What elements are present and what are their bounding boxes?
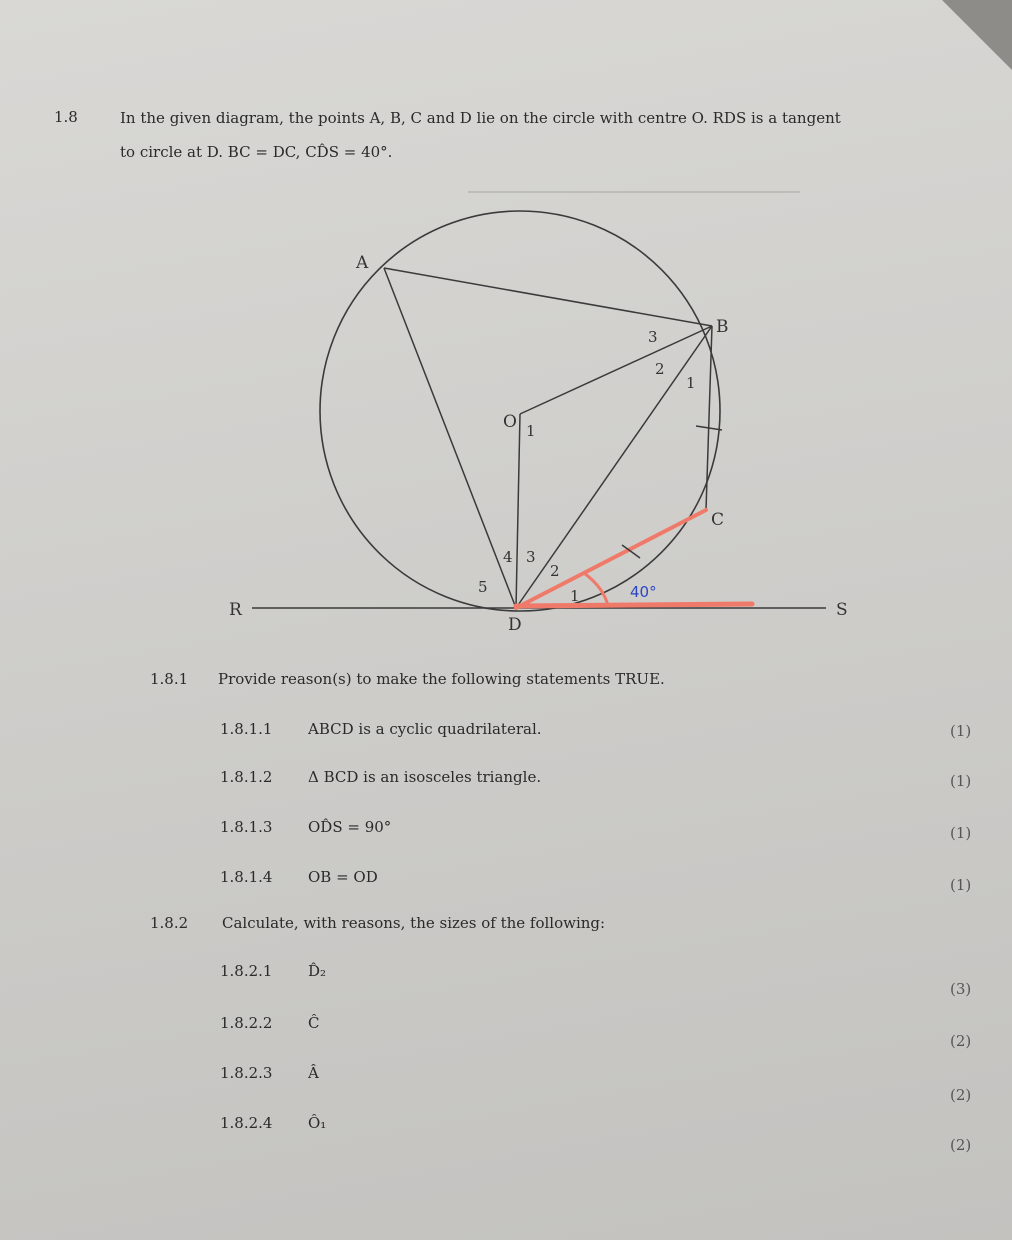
angle-o1: 1 bbox=[526, 422, 536, 440]
item-1-8-1-1-marks: (1) bbox=[950, 722, 972, 740]
highlight-angle-arc bbox=[584, 573, 608, 606]
item-1-8-2-4-number: 1.8.2.4 bbox=[220, 1114, 273, 1132]
chord-bd bbox=[516, 326, 712, 608]
item-1-8-2-3-number: 1.8.2.3 bbox=[220, 1064, 273, 1082]
handwritten-angle-40: 40° bbox=[630, 583, 657, 601]
item-1-8-2-1-marks: (3) bbox=[950, 980, 972, 998]
angle-d2: 2 bbox=[550, 562, 560, 580]
label-s: S bbox=[836, 600, 848, 620]
item-1-8-2-1-text: D̂₂ bbox=[308, 962, 327, 980]
label-r: R bbox=[229, 600, 242, 620]
question-stem-line1: In the given diagram, the points A, B, C and D lie on the circle with centre O. RDS is a tangent bbox=[120, 109, 841, 127]
item-1-8-2-2-text: Ĉ bbox=[308, 1014, 320, 1032]
highlight-dc bbox=[516, 510, 706, 608]
label-o: O bbox=[503, 412, 517, 432]
part1-number: 1.8.1 bbox=[150, 670, 189, 688]
item-1-8-1-4-number: 1.8.1.4 bbox=[220, 868, 273, 886]
part2-number: 1.8.2 bbox=[150, 914, 189, 932]
item-1-8-2-2-number: 1.8.2.2 bbox=[220, 1014, 273, 1032]
angle-d1: 1 bbox=[570, 587, 580, 605]
item-1-8-1-1-number: 1.8.1.1 bbox=[220, 720, 273, 738]
circle bbox=[320, 211, 720, 611]
item-1-8-1-3-marks: (1) bbox=[950, 824, 972, 842]
item-1-8-2-4-text: Ô₁ bbox=[308, 1114, 327, 1132]
item-1-8-2-2-marks: (2) bbox=[950, 1032, 972, 1050]
radius-od bbox=[516, 414, 520, 608]
item-1-8-2-3-text: Â bbox=[308, 1064, 319, 1082]
item-1-8-2-3-marks: (2) bbox=[950, 1086, 972, 1104]
angle-d5: 5 bbox=[478, 578, 488, 596]
label-b: B bbox=[716, 317, 729, 337]
angle-b1: 1 bbox=[686, 374, 696, 392]
angle-b3: 3 bbox=[648, 328, 658, 346]
item-1-8-1-1-text: ABCD is a cyclic quadrilateral. bbox=[308, 720, 542, 738]
item-1-8-1-2-number: 1.8.1.2 bbox=[220, 768, 273, 786]
part2-instruction: Calculate, with reasons, the sizes of the following: bbox=[222, 914, 606, 932]
angle-d4: 4 bbox=[503, 548, 513, 566]
highlight-ds bbox=[516, 604, 752, 606]
chord-ab bbox=[384, 268, 712, 326]
angle-d3: 3 bbox=[526, 548, 536, 566]
part1-instruction: Provide reason(s) to make the following statements TRUE. bbox=[218, 670, 665, 688]
radius-ob bbox=[520, 326, 712, 414]
item-1-8-1-3-text: OD̂S = 90° bbox=[308, 818, 392, 836]
angle-b2: 2 bbox=[655, 360, 665, 378]
item-1-8-1-3-number: 1.8.1.3 bbox=[220, 818, 273, 836]
item-1-8-1-4-marks: (1) bbox=[950, 876, 972, 894]
item-1-8-1-2-text: Δ BCD is an isosceles triangle. bbox=[308, 768, 542, 786]
label-a: A bbox=[356, 253, 369, 273]
item-1-8-2-1-number: 1.8.2.1 bbox=[220, 962, 273, 980]
label-c: C bbox=[711, 510, 725, 530]
item-1-8-2-4-marks: (2) bbox=[950, 1136, 972, 1154]
item-1-8-1-4-text: OB = OD bbox=[308, 868, 378, 886]
chord-bc bbox=[706, 326, 712, 510]
question-stem-line2: to circle at D. BC = DC, CD̂S = 40°. bbox=[120, 143, 393, 161]
question-number: 1.8 bbox=[54, 108, 78, 126]
label-d: D bbox=[508, 615, 522, 635]
chord-ad bbox=[384, 268, 516, 608]
item-1-8-1-2-marks: (1) bbox=[950, 772, 972, 790]
